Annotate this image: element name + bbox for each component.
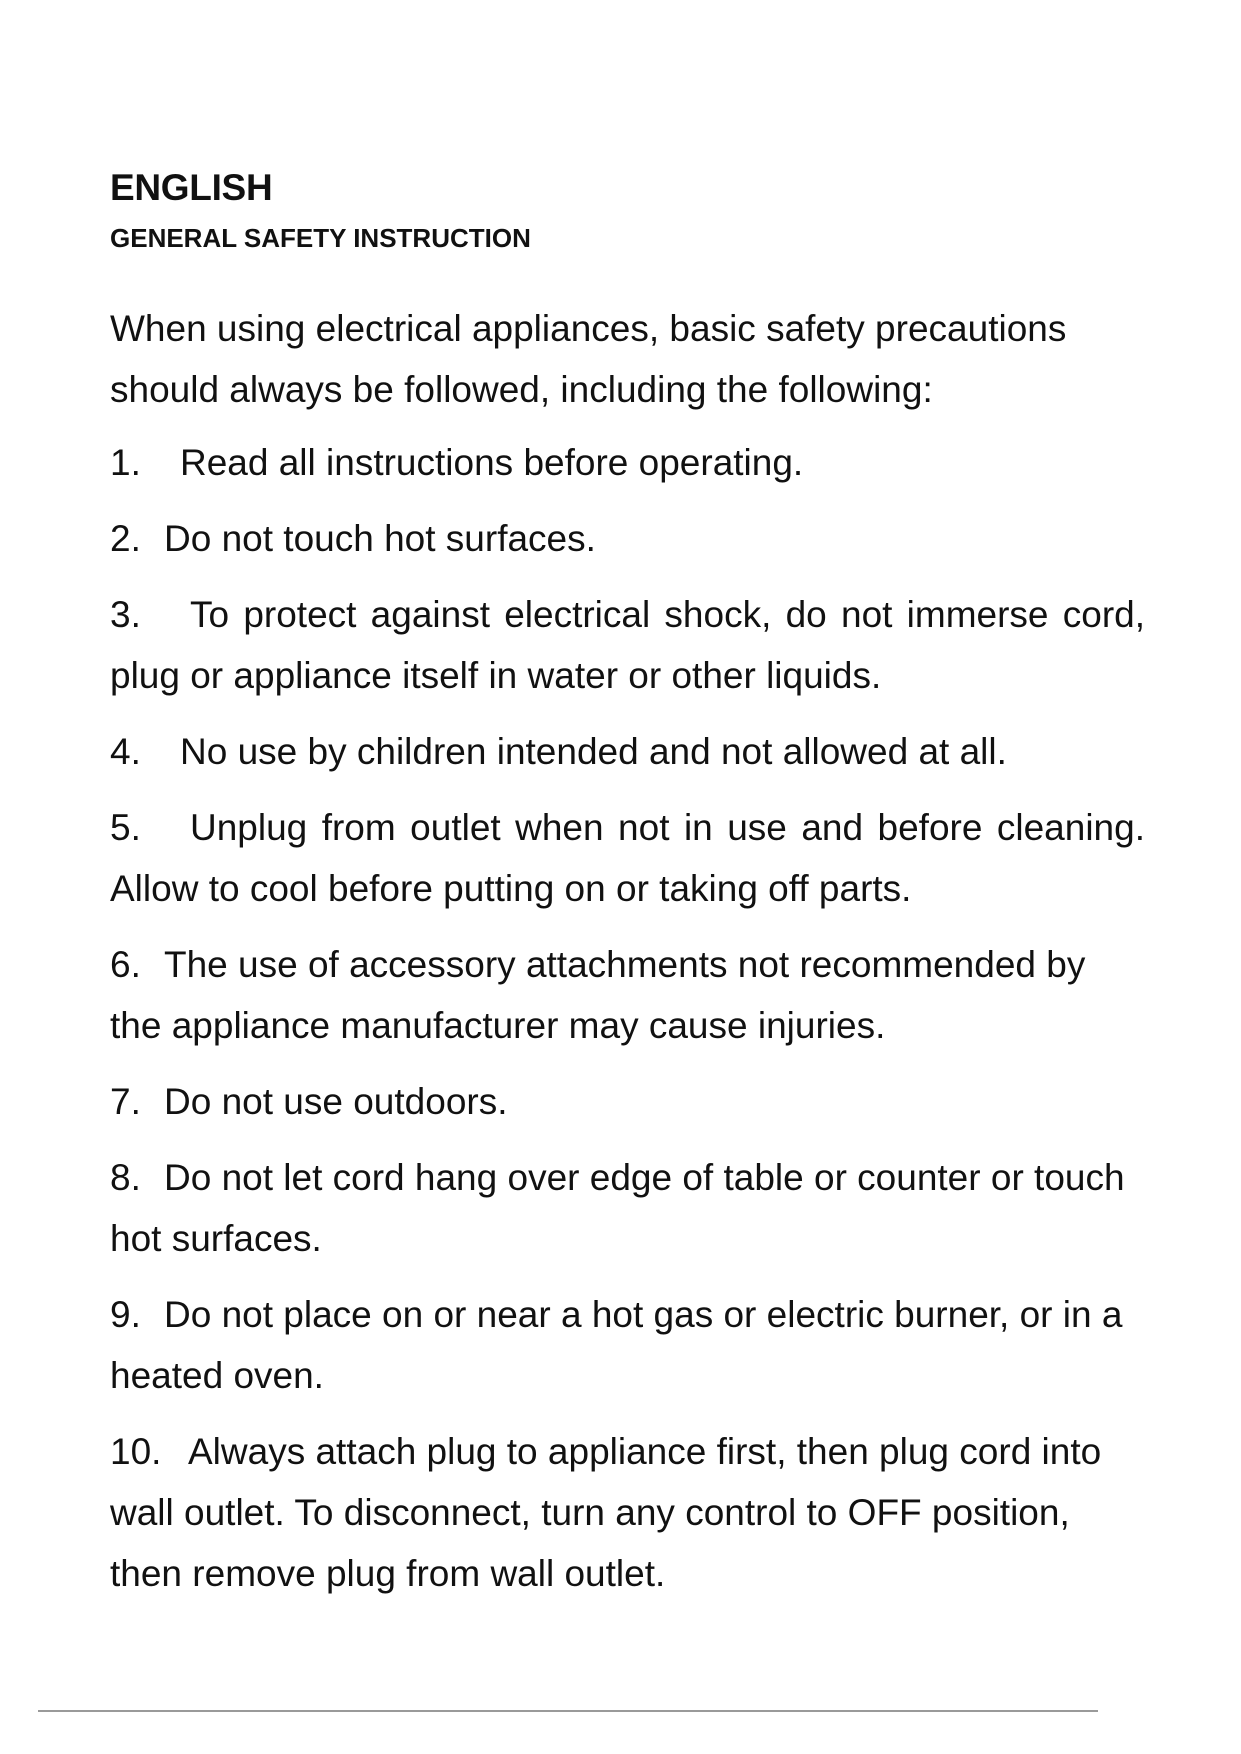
intro-paragraph: When using electrical appliances, basic safety precautions should always be followed, including the following: — [110, 308, 1067, 410]
instruction-item-5 — [110, 797, 1145, 919]
instruction-item-1 — [110, 432, 1145, 493]
instruction-text: No use by children intended and not allowed at all. — [180, 731, 1007, 772]
instruction-text: Unplug from outlet when not in use and before cleaning. Allow to cool before putting on or taking off parts. — [110, 807, 1145, 909]
instruction-item-8 — [110, 1147, 1145, 1269]
instruction-text: Read all instructions before operating. — [180, 442, 804, 483]
instruction-number: 4. — [110, 731, 141, 772]
safety-instruction-list — [110, 432, 1145, 1619]
instruction-number: 8. — [110, 1157, 141, 1198]
instruction-item-10 — [110, 1421, 1145, 1604]
instruction-number: 5. — [110, 807, 141, 848]
instruction-text: Do not let cord hang over edge of table or counter or touch hot surfaces. — [110, 1157, 1125, 1259]
instruction-number: 3. — [110, 594, 141, 635]
instruction-text: Do not touch hot surfaces. — [164, 518, 596, 559]
bottom-divider — [38, 1710, 1098, 1712]
instruction-text: Always attach plug to appliance first, then plug cord into wall outlet. To disconnect, turn any control to OFF position, then remove plug from wall outlet. — [110, 1431, 1102, 1594]
instruction-item-9 — [110, 1284, 1145, 1406]
instruction-number: 7. — [110, 1081, 141, 1122]
instruction-item-2 — [110, 508, 1145, 569]
instruction-text: To protect against electrical shock, do not immerse cord, plug or appliance itself in water or other liquids. — [110, 594, 1145, 696]
instruction-text: Do not use outdoors. — [164, 1081, 508, 1122]
instruction-text: The use of accessory attachments not recommended by the appliance manufacturer may cause injuries. — [110, 944, 1086, 1046]
instruction-text: Do not place on or near a hot gas or electric burner, or in a heated oven. — [110, 1294, 1123, 1396]
instruction-number: 2. — [110, 518, 141, 559]
instruction-item-6 — [110, 934, 1145, 1056]
instruction-number: 1. — [110, 442, 141, 483]
instruction-item-3 — [110, 584, 1145, 706]
language-heading: ENGLISH — [110, 167, 273, 208]
section-title: GENERAL SAFETY INSTRUCTION — [110, 223, 531, 253]
instruction-number: 9. — [110, 1294, 141, 1335]
instruction-number: 10. — [110, 1431, 162, 1472]
instruction-item-7 — [110, 1071, 1145, 1132]
instruction-number: 6. — [110, 944, 141, 985]
instruction-item-4 — [110, 721, 1145, 782]
